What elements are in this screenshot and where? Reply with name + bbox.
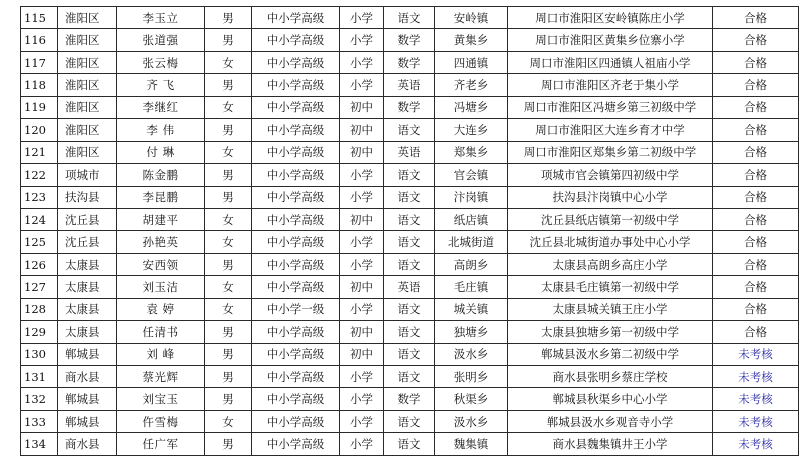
teacher-name-cell: 刘宝玉 <box>117 388 205 410</box>
title-rank-cell: 中小学高级 <box>252 7 340 29</box>
title-rank-cell: 中小学高级 <box>252 51 340 73</box>
title-rank-cell: 中小学高级 <box>252 186 340 208</box>
gender-cell: 男 <box>205 74 252 96</box>
district-cell: 淮阳区 <box>58 7 117 29</box>
gender-cell: 男 <box>205 366 252 388</box>
subject-cell: 语文 <box>384 366 435 388</box>
review-result-cell: 合格 <box>713 208 799 230</box>
school-level-cell: 初中 <box>340 119 384 141</box>
township-cell: 城关镇 <box>435 298 508 320</box>
gender-cell: 女 <box>205 51 252 73</box>
school-name-cell: 沈丘县北城街道办事处中心小学 <box>508 231 713 253</box>
gender-cell: 男 <box>205 164 252 186</box>
district-cell: 太康县 <box>58 276 117 298</box>
subject-cell: 数学 <box>384 51 435 73</box>
gender-cell: 男 <box>205 388 252 410</box>
teacher-name-cell: 孙艳英 <box>117 231 205 253</box>
school-level-cell: 初中 <box>340 343 384 365</box>
serial-number-cell: 123 <box>21 186 58 208</box>
township-cell: 汲水乡 <box>435 410 508 432</box>
review-result-cell: 合格 <box>713 253 799 275</box>
gender-cell: 男 <box>205 321 252 343</box>
teacher-name-cell: 任广军 <box>117 433 205 456</box>
serial-number-cell: 117 <box>21 51 58 73</box>
subject-cell: 语文 <box>384 321 435 343</box>
teacher-name-cell: 李昆鹏 <box>117 186 205 208</box>
gender-cell: 男 <box>205 119 252 141</box>
serial-number-cell: 134 <box>21 433 58 456</box>
district-cell: 商水县 <box>58 366 117 388</box>
review-result-cell: 未考核 <box>713 366 799 388</box>
title-rank-cell: 中小学高级 <box>252 388 340 410</box>
school-name-cell: 周口市淮阳区齐老于集小学 <box>508 74 713 96</box>
gender-cell: 女 <box>205 231 252 253</box>
review-result-cell: 未考核 <box>713 388 799 410</box>
table-row <box>21 96 799 118</box>
school-name-cell: 太康县独塘乡第一初级中学 <box>508 321 713 343</box>
subject-cell: 语文 <box>384 208 435 230</box>
subject-cell: 语文 <box>384 298 435 320</box>
review-result-cell: 合格 <box>713 321 799 343</box>
teacher-name-cell: 张云梅 <box>117 51 205 73</box>
township-cell: 安岭镇 <box>435 7 508 29</box>
subject-cell: 语文 <box>384 164 435 186</box>
district-cell: 扶沟县 <box>58 186 117 208</box>
serial-number-cell: 125 <box>21 231 58 253</box>
district-cell: 太康县 <box>58 321 117 343</box>
district-cell: 淮阳区 <box>58 29 117 51</box>
gender-cell: 女 <box>205 298 252 320</box>
township-cell: 张明乡 <box>435 366 508 388</box>
school-name-cell: 周口市淮阳区黄集乡位寨小学 <box>508 29 713 51</box>
table-row <box>21 433 799 456</box>
township-cell: 独塘乡 <box>435 321 508 343</box>
subject-cell: 英语 <box>384 276 435 298</box>
township-cell: 毛庄镇 <box>435 276 508 298</box>
school-level-cell: 小学 <box>340 366 384 388</box>
school-level-cell: 小学 <box>340 29 384 51</box>
teacher-name-cell: 胡建平 <box>117 208 205 230</box>
subject-cell: 英语 <box>384 74 435 96</box>
teacher-name-cell: 李 伟 <box>117 119 205 141</box>
table-row <box>21 298 799 320</box>
school-level-cell: 初中 <box>340 208 384 230</box>
teacher-name-cell: 任清书 <box>117 321 205 343</box>
school-level-cell: 小学 <box>340 410 384 432</box>
subject-cell: 英语 <box>384 141 435 163</box>
district-cell: 商水县 <box>58 433 117 456</box>
title-rank-cell: 中小学高级 <box>252 164 340 186</box>
serial-number-cell: 128 <box>21 298 58 320</box>
gender-cell: 男 <box>205 29 252 51</box>
review-result-cell: 合格 <box>713 74 799 96</box>
review-result-cell: 合格 <box>713 164 799 186</box>
gender-cell: 男 <box>205 7 252 29</box>
table-row <box>21 186 799 208</box>
serial-number-cell: 124 <box>21 208 58 230</box>
township-cell: 纸店镇 <box>435 208 508 230</box>
teacher-name-cell: 蔡光辉 <box>117 366 205 388</box>
gender-cell: 女 <box>205 96 252 118</box>
school-name-cell: 扶沟县汴岗镇中心小学 <box>508 186 713 208</box>
gender-cell: 女 <box>205 276 252 298</box>
teacher-name-cell: 袁 婷 <box>117 298 205 320</box>
school-name-cell: 周口市淮阳区大连乡育才中学 <box>508 119 713 141</box>
table-row <box>21 119 799 141</box>
title-rank-cell: 中小学高级 <box>252 29 340 51</box>
school-name-cell: 商水县张明乡蔡庄学校 <box>508 366 713 388</box>
school-level-cell: 初中 <box>340 321 384 343</box>
review-result-cell: 合格 <box>713 7 799 29</box>
school-name-cell: 太康县城关镇王庄小学 <box>508 298 713 320</box>
title-rank-cell: 中小学高级 <box>252 141 340 163</box>
school-level-cell: 小学 <box>340 186 384 208</box>
teacher-name-cell: 仵雪梅 <box>117 410 205 432</box>
review-result-cell: 合格 <box>713 231 799 253</box>
township-cell: 郑集乡 <box>435 141 508 163</box>
school-name-cell: 商水县魏集镇井王小学 <box>508 433 713 456</box>
review-result-cell: 合格 <box>713 141 799 163</box>
gender-cell: 男 <box>205 433 252 456</box>
township-cell: 秋渠乡 <box>435 388 508 410</box>
school-level-cell: 小学 <box>340 298 384 320</box>
district-cell: 淮阳区 <box>58 119 117 141</box>
gender-cell: 女 <box>205 208 252 230</box>
school-level-cell: 初中 <box>340 141 384 163</box>
serial-number-cell: 120 <box>21 119 58 141</box>
teacher-name-cell: 齐 飞 <box>117 74 205 96</box>
gender-cell: 男 <box>205 343 252 365</box>
title-rank-cell: 中小学高级 <box>252 343 340 365</box>
subject-cell: 语文 <box>384 7 435 29</box>
township-cell: 黄集乡 <box>435 29 508 51</box>
township-cell: 大连乡 <box>435 119 508 141</box>
title-rank-cell: 中小学高级 <box>252 276 340 298</box>
gender-cell: 女 <box>205 141 252 163</box>
school-name-cell: 周口市淮阳区郑集乡第二初级中学 <box>508 141 713 163</box>
review-result-cell: 合格 <box>713 298 799 320</box>
review-result-cell: 合格 <box>713 119 799 141</box>
school-level-cell: 小学 <box>340 164 384 186</box>
serial-number-cell: 126 <box>21 253 58 275</box>
serial-number-cell: 118 <box>21 74 58 96</box>
school-name-cell: 郸城县秋渠乡中心小学 <box>508 388 713 410</box>
table-row <box>21 343 799 365</box>
serial-number-cell: 116 <box>21 29 58 51</box>
title-rank-cell: 中小学高级 <box>252 119 340 141</box>
school-name-cell: 太康县毛庄镇第一初级中学 <box>508 276 713 298</box>
serial-number-cell: 121 <box>21 141 58 163</box>
title-rank-cell: 中小学高级 <box>252 321 340 343</box>
table-row <box>21 276 799 298</box>
district-cell: 郸城县 <box>58 410 117 432</box>
title-rank-cell: 中小学高级 <box>252 433 340 456</box>
review-result-cell: 合格 <box>713 186 799 208</box>
district-cell: 太康县 <box>58 298 117 320</box>
review-result-cell: 合格 <box>713 276 799 298</box>
table-row <box>21 141 799 163</box>
district-cell: 淮阳区 <box>58 141 117 163</box>
serial-number-cell: 127 <box>21 276 58 298</box>
table-row <box>21 321 799 343</box>
table-row <box>21 7 799 29</box>
school-name-cell: 郸城县汲水乡观音寺小学 <box>508 410 713 432</box>
township-cell: 汴岗镇 <box>435 186 508 208</box>
serial-number-cell: 122 <box>21 164 58 186</box>
school-level-cell: 初中 <box>340 96 384 118</box>
review-result-cell: 未考核 <box>713 433 799 456</box>
school-level-cell: 初中 <box>340 276 384 298</box>
school-level-cell: 小学 <box>340 388 384 410</box>
subject-cell: 语文 <box>384 119 435 141</box>
title-rank-cell: 中小学高级 <box>252 366 340 388</box>
teacher-name-cell: 李继红 <box>117 96 205 118</box>
township-cell: 魏集镇 <box>435 433 508 456</box>
teacher-name-cell: 安西领 <box>117 253 205 275</box>
subject-cell: 语文 <box>384 253 435 275</box>
gender-cell: 男 <box>205 186 252 208</box>
district-cell: 郸城县 <box>58 343 117 365</box>
school-level-cell: 小学 <box>340 253 384 275</box>
title-rank-cell: 中小学高级 <box>252 231 340 253</box>
table-row <box>21 74 799 96</box>
teacher-name-cell: 刘玉洁 <box>117 276 205 298</box>
district-cell: 沈丘县 <box>58 231 117 253</box>
title-rank-cell: 中小学高级 <box>252 410 340 432</box>
subject-cell: 语文 <box>384 410 435 432</box>
township-cell: 官会镇 <box>435 164 508 186</box>
review-result-cell: 合格 <box>713 96 799 118</box>
table-row <box>21 410 799 432</box>
teacher-name-cell: 李玉立 <box>117 7 205 29</box>
serial-number-cell: 131 <box>21 366 58 388</box>
table-row <box>21 253 799 275</box>
township-cell: 北城街道 <box>435 231 508 253</box>
district-cell: 沈丘县 <box>58 208 117 230</box>
school-level-cell: 小学 <box>340 231 384 253</box>
township-cell: 汲水乡 <box>435 343 508 365</box>
township-cell: 四通镇 <box>435 51 508 73</box>
school-name-cell: 周口市淮阳区冯塘乡第三初级中学 <box>508 96 713 118</box>
review-result-cell: 未考核 <box>713 343 799 365</box>
school-name-cell: 项城市官会镇第四初级中学 <box>508 164 713 186</box>
table-row <box>21 164 799 186</box>
school-level-cell: 小学 <box>340 7 384 29</box>
teacher-record-table <box>20 6 799 456</box>
title-rank-cell: 中小学高级 <box>252 74 340 96</box>
school-name-cell: 太康县高朗乡高庄小学 <box>508 253 713 275</box>
subject-cell: 数学 <box>384 96 435 118</box>
township-cell: 齐老乡 <box>435 74 508 96</box>
serial-number-cell: 130 <box>21 343 58 365</box>
serial-number-cell: 132 <box>21 388 58 410</box>
subject-cell: 语文 <box>384 343 435 365</box>
school-name-cell: 周口市淮阳区四通镇人祖庙小学 <box>508 51 713 73</box>
table-row <box>21 51 799 73</box>
school-name-cell: 郸城县汲水乡第二初级中学 <box>508 343 713 365</box>
gender-cell: 男 <box>205 253 252 275</box>
subject-cell: 语文 <box>384 231 435 253</box>
district-cell: 郸城县 <box>58 388 117 410</box>
school-name-cell: 周口市淮阳区安岭镇陈庄小学 <box>508 7 713 29</box>
district-cell: 太康县 <box>58 253 117 275</box>
table-row <box>21 29 799 51</box>
table-row <box>21 388 799 410</box>
serial-number-cell: 119 <box>21 96 58 118</box>
school-level-cell: 小学 <box>340 433 384 456</box>
table-row <box>21 366 799 388</box>
table-row <box>21 208 799 230</box>
serial-number-cell: 133 <box>21 410 58 432</box>
school-level-cell: 小学 <box>340 51 384 73</box>
title-rank-cell: 中小学高级 <box>252 253 340 275</box>
subject-cell: 数学 <box>384 388 435 410</box>
district-cell: 项城市 <box>58 164 117 186</box>
table-row <box>21 231 799 253</box>
gender-cell: 女 <box>205 410 252 432</box>
school-level-cell: 小学 <box>340 74 384 96</box>
district-cell: 淮阳区 <box>58 74 117 96</box>
teacher-name-cell: 陈金鹏 <box>117 164 205 186</box>
teacher-name-cell: 付 琳 <box>117 141 205 163</box>
title-rank-cell: 中小学高级 <box>252 208 340 230</box>
teacher-name-cell: 张道强 <box>117 29 205 51</box>
subject-cell: 语文 <box>384 433 435 456</box>
subject-cell: 语文 <box>384 186 435 208</box>
district-cell: 淮阳区 <box>58 96 117 118</box>
township-cell: 高朗乡 <box>435 253 508 275</box>
review-result-cell: 未考核 <box>713 410 799 432</box>
subject-cell: 数学 <box>384 29 435 51</box>
district-cell: 淮阳区 <box>58 51 117 73</box>
township-cell: 冯塘乡 <box>435 96 508 118</box>
review-result-cell: 合格 <box>713 51 799 73</box>
title-rank-cell: 中小学高级 <box>252 96 340 118</box>
title-rank-cell: 中小学一级 <box>252 298 340 320</box>
serial-number-cell: 115 <box>21 7 58 29</box>
review-result-cell: 合格 <box>713 29 799 51</box>
school-name-cell: 沈丘县纸店镇第一初级中学 <box>508 208 713 230</box>
teacher-name-cell: 刘 峰 <box>117 343 205 365</box>
serial-number-cell: 129 <box>21 321 58 343</box>
